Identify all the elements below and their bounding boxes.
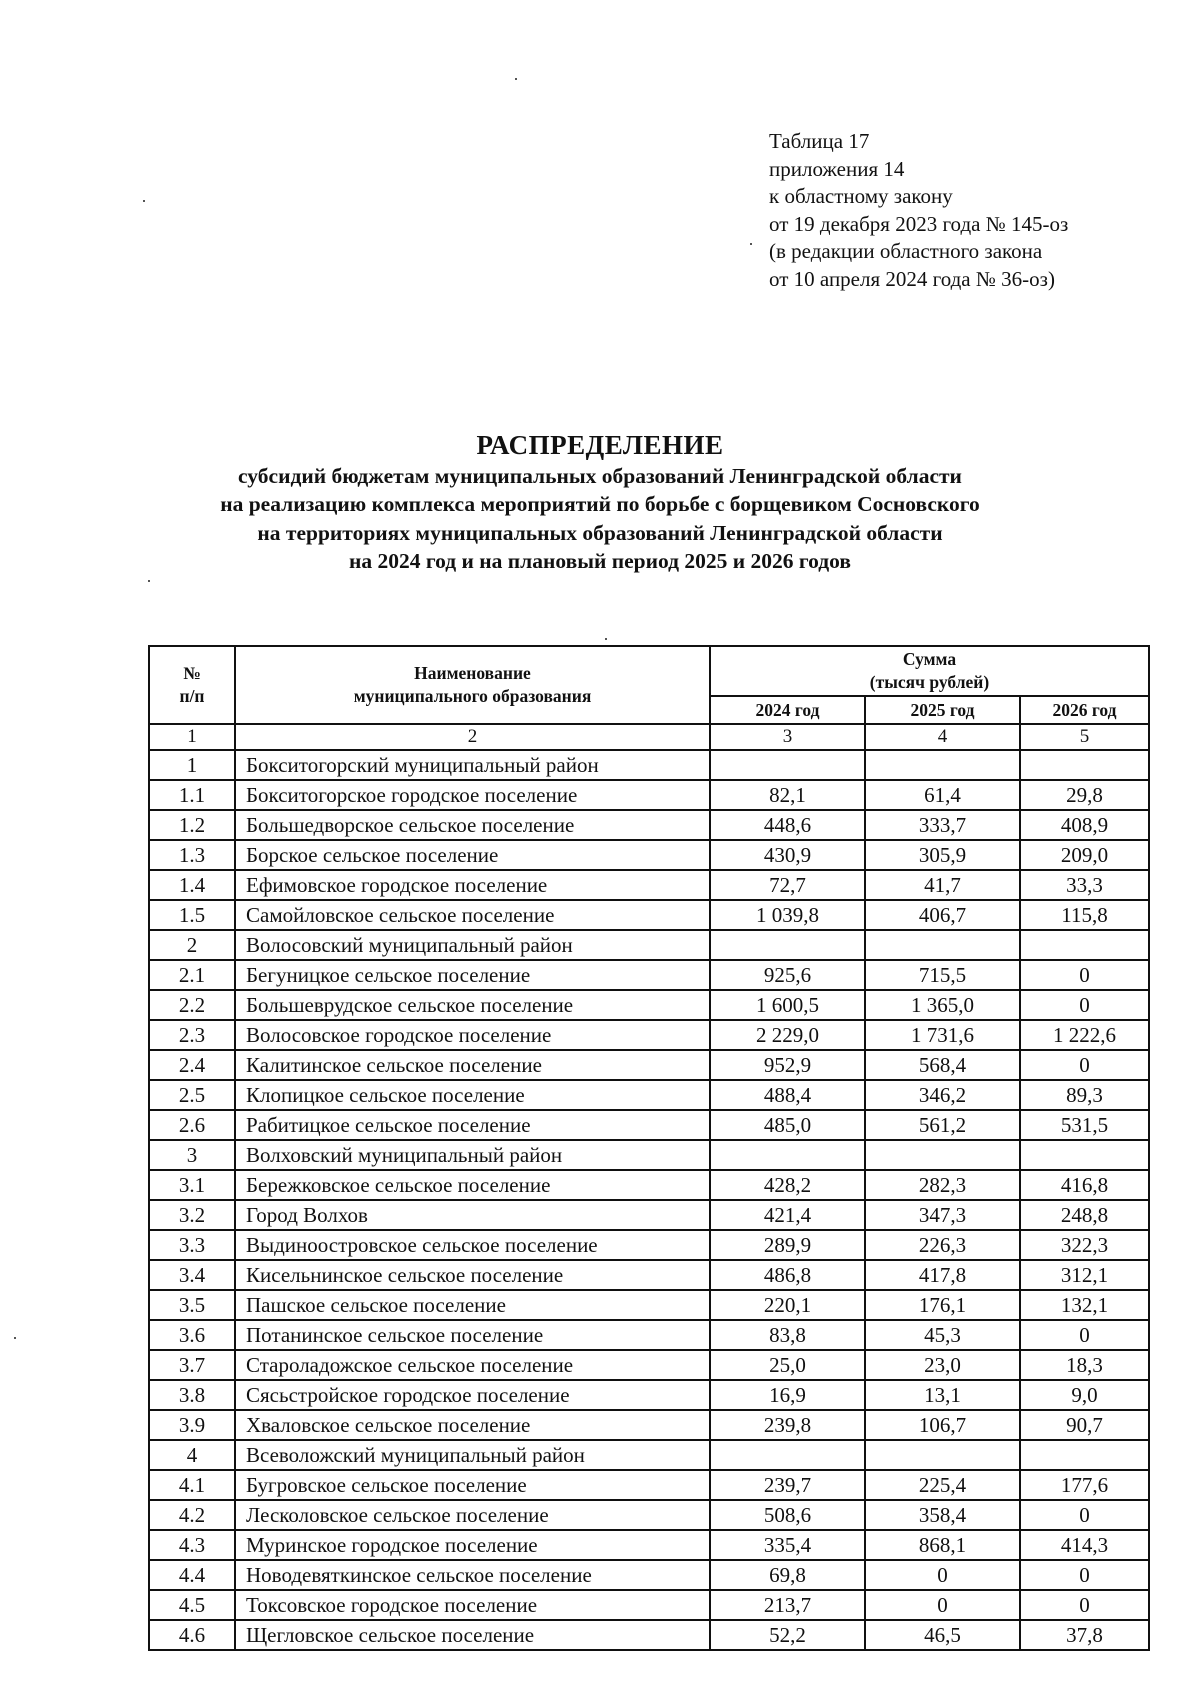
row-name: Щегловское сельское поселение — [235, 1620, 710, 1650]
col-header-number-line: п/п — [179, 686, 205, 706]
row-value-2025 — [865, 930, 1020, 960]
row-name: Бережковское сельское поселение — [235, 1170, 710, 1200]
row-value-2026 — [1020, 1440, 1149, 1470]
col-header-name-line: муниципального образования — [353, 686, 592, 706]
table-row — [149, 840, 1149, 870]
table-row — [149, 1140, 1149, 1170]
row-value-2024: 428,2 — [710, 1170, 865, 1200]
header-line: от 19 декабря 2023 года № 145-оз — [769, 211, 1069, 236]
row-value-2025: 0 — [865, 1560, 1020, 1590]
row-name: Бокситогорский муниципальный район — [235, 750, 710, 780]
table-row — [149, 1560, 1149, 1590]
table-row — [149, 780, 1149, 810]
row-value-2026: 115,8 — [1020, 900, 1149, 930]
row-value-2026: 132,1 — [1020, 1290, 1149, 1320]
row-name: Всеволожский муниципальный район — [235, 1440, 710, 1470]
row-number: 2.5 — [149, 1080, 235, 1110]
table-row — [149, 1170, 1149, 1200]
row-value-2024: 1 039,8 — [710, 900, 865, 930]
row-value-2025: 225,4 — [865, 1470, 1020, 1500]
scan-speck — [14, 1337, 16, 1339]
col-header-year: 2025 год — [865, 696, 1020, 724]
row-value-2024: 508,6 — [710, 1500, 865, 1530]
row-value-2025: 61,4 — [865, 780, 1020, 810]
table-row — [149, 1080, 1149, 1110]
row-value-2026: 322,3 — [1020, 1230, 1149, 1260]
row-value-2024: 72,7 — [710, 870, 865, 900]
row-value-2024: 83,8 — [710, 1320, 865, 1350]
row-name: Самойловское сельское поселение — [235, 900, 710, 930]
row-number: 1.5 — [149, 900, 235, 930]
table-row — [149, 870, 1149, 900]
table-row — [149, 1260, 1149, 1290]
row-number: 1.4 — [149, 870, 235, 900]
col-header-number — [149, 646, 235, 724]
row-value-2025: 347,3 — [865, 1200, 1020, 1230]
row-number: 3.9 — [149, 1410, 235, 1440]
row-number: 3.1 — [149, 1170, 235, 1200]
row-value-2026: 312,1 — [1020, 1260, 1149, 1290]
row-value-2026: 531,5 — [1020, 1110, 1149, 1140]
row-number: 2.1 — [149, 960, 235, 990]
row-value-2024 — [710, 1140, 865, 1170]
title-main: РАСПРЕДЕЛЕНИЕ — [476, 430, 724, 460]
table-row — [149, 1110, 1149, 1140]
row-value-2025: 868,1 — [865, 1530, 1020, 1560]
row-value-2026: 248,8 — [1020, 1200, 1149, 1230]
col-header-year: 2026 год — [1020, 696, 1149, 724]
row-value-2026: 90,7 — [1020, 1410, 1149, 1440]
col-number-label: 4 — [865, 724, 1020, 750]
table-row — [149, 1500, 1149, 1530]
row-value-2025: 1 731,6 — [865, 1020, 1020, 1050]
document-reference-header — [769, 128, 1068, 294]
row-number: 3.5 — [149, 1290, 235, 1320]
col-header-name-line: Наименование — [414, 663, 531, 683]
row-number: 1.3 — [149, 840, 235, 870]
row-name: Волосовское городское поселение — [235, 1020, 710, 1050]
row-value-2024: 448,6 — [710, 810, 865, 840]
row-value-2026: 29,8 — [1020, 780, 1149, 810]
row-name: Новодевяткинское сельское поселение — [235, 1560, 710, 1590]
row-number: 3.8 — [149, 1380, 235, 1410]
row-number: 2.2 — [149, 990, 235, 1020]
table-row — [149, 750, 1149, 780]
row-name: Ефимовское городское поселение — [235, 870, 710, 900]
row-number: 2 — [149, 930, 235, 960]
row-value-2026: 0 — [1020, 1560, 1149, 1590]
row-value-2026: 9,0 — [1020, 1380, 1149, 1410]
row-value-2025: 305,9 — [865, 840, 1020, 870]
row-value-2024: 16,9 — [710, 1380, 865, 1410]
row-value-2025 — [865, 750, 1020, 780]
row-number: 4.2 — [149, 1500, 235, 1530]
row-value-2025: 226,3 — [865, 1230, 1020, 1260]
row-number: 3.2 — [149, 1200, 235, 1230]
row-value-2026: 1 222,6 — [1020, 1020, 1149, 1050]
row-name: Староладожское сельское поселение — [235, 1350, 710, 1380]
row-name: Большеврудское сельское поселение — [235, 990, 710, 1020]
row-name: Борское сельское поселение — [235, 840, 710, 870]
row-number: 1.1 — [149, 780, 235, 810]
row-name: Клопицкое сельское поселение — [235, 1080, 710, 1110]
row-value-2024: 239,8 — [710, 1410, 865, 1440]
row-value-2025: 417,8 — [865, 1260, 1020, 1290]
row-value-2026: 0 — [1020, 1050, 1149, 1080]
row-name: Хваловское сельское поселение — [235, 1410, 710, 1440]
row-number: 1 — [149, 750, 235, 780]
row-value-2026: 0 — [1020, 990, 1149, 1020]
row-value-2025: 346,2 — [865, 1080, 1020, 1110]
col-header-year: 2024 год — [710, 696, 865, 724]
row-value-2026 — [1020, 930, 1149, 960]
row-value-2024 — [710, 930, 865, 960]
row-name: Волосовский муниципальный район — [235, 930, 710, 960]
row-value-2024: 52,2 — [710, 1620, 865, 1650]
row-number: 1.2 — [149, 810, 235, 840]
row-value-2024: 925,6 — [710, 960, 865, 990]
table-row — [149, 1020, 1149, 1050]
row-name: Пашское сельское поселение — [235, 1290, 710, 1320]
row-name: Калитинское сельское поселение — [235, 1050, 710, 1080]
col-number-label: 3 — [710, 724, 865, 750]
row-name: Лесколовское сельское поселение — [235, 1500, 710, 1530]
row-value-2024: 488,4 — [710, 1080, 865, 1110]
row-name: Рабитицкое сельское поселение — [235, 1110, 710, 1140]
scan-speck — [750, 243, 752, 245]
row-number: 3.7 — [149, 1350, 235, 1380]
row-value-2025: 358,4 — [865, 1500, 1020, 1530]
table-row — [149, 1230, 1149, 1260]
table-row — [149, 1050, 1149, 1080]
row-name: Муринское городское поселение — [235, 1530, 710, 1560]
table-row — [149, 900, 1149, 930]
row-number: 2.4 — [149, 1050, 235, 1080]
row-value-2024: 952,9 — [710, 1050, 865, 1080]
row-value-2025: 176,1 — [865, 1290, 1020, 1320]
row-value-2024: 485,0 — [710, 1110, 865, 1140]
row-value-2024: 1 600,5 — [710, 990, 865, 1020]
row-value-2025: 0 — [865, 1590, 1020, 1620]
row-value-2024 — [710, 750, 865, 780]
row-number: 3.4 — [149, 1260, 235, 1290]
row-value-2026: 209,0 — [1020, 840, 1149, 870]
scan-speck — [143, 200, 145, 202]
col-header-number-line: № — [183, 663, 201, 683]
row-name: Город Волхов — [235, 1200, 710, 1230]
row-value-2025: 333,7 — [865, 810, 1020, 840]
title-subline: на реализацию комплекса мероприятий по борьбе с борщевиком Сосновского — [220, 492, 980, 517]
header-line: приложения 14 — [769, 156, 905, 181]
row-value-2025 — [865, 1140, 1020, 1170]
table-row — [149, 1380, 1149, 1410]
row-value-2025: 1 365,0 — [865, 990, 1020, 1020]
row-number: 3 — [149, 1140, 235, 1170]
row-value-2024: 430,9 — [710, 840, 865, 870]
row-name: Бегуницкое сельское поселение — [235, 960, 710, 990]
row-value-2026 — [1020, 750, 1149, 780]
row-value-2024: 220,1 — [710, 1290, 865, 1320]
table-row — [149, 1350, 1149, 1380]
table-row — [149, 1440, 1149, 1470]
scan-speck — [148, 580, 150, 582]
row-number: 2.3 — [149, 1020, 235, 1050]
row-value-2024: 486,8 — [710, 1260, 865, 1290]
row-value-2024: 69,8 — [710, 1560, 865, 1590]
row-number: 2.6 — [149, 1110, 235, 1140]
row-value-2025: 106,7 — [865, 1410, 1020, 1440]
row-value-2026: 0 — [1020, 1500, 1149, 1530]
table-row — [149, 960, 1149, 990]
col-header-name — [235, 646, 710, 724]
row-value-2025: 46,5 — [865, 1620, 1020, 1650]
header-line: к областному закону — [769, 184, 953, 209]
table-row — [149, 930, 1149, 960]
header-line: Таблица 17 — [769, 129, 870, 153]
col-number-label: 5 — [1020, 724, 1149, 750]
row-value-2024: 335,4 — [710, 1530, 865, 1560]
row-number: 4.5 — [149, 1590, 235, 1620]
col-header-sum-line: Сумма — [902, 649, 957, 669]
table-row — [149, 1290, 1149, 1320]
scan-speck — [515, 78, 517, 80]
row-value-2025: 568,4 — [865, 1050, 1020, 1080]
header-line: от 10 апреля 2024 года № 36-оз) — [769, 266, 1055, 291]
row-value-2026: 177,6 — [1020, 1470, 1149, 1500]
header-line: (в редакции областного закона — [769, 239, 1043, 264]
row-number: 3.3 — [149, 1230, 235, 1260]
row-name: Кисельнинское сельское поселение — [235, 1260, 710, 1290]
row-value-2026: 33,3 — [1020, 870, 1149, 900]
row-name: Выдиноостровское сельское поселение — [235, 1230, 710, 1260]
document-title — [0, 428, 1200, 576]
row-value-2024: 289,9 — [710, 1230, 865, 1260]
row-value-2026: 89,3 — [1020, 1080, 1149, 1110]
row-value-2026: 408,9 — [1020, 810, 1149, 840]
row-value-2025: 41,7 — [865, 870, 1020, 900]
row-value-2024: 421,4 — [710, 1200, 865, 1230]
table-row — [149, 1530, 1149, 1560]
row-value-2024: 2 229,0 — [710, 1020, 865, 1050]
row-number: 4.4 — [149, 1560, 235, 1590]
row-value-2024: 25,0 — [710, 1350, 865, 1380]
scan-speck — [605, 638, 607, 640]
row-name: Бокситогорское городское поселение — [235, 780, 710, 810]
row-value-2025: 13,1 — [865, 1380, 1020, 1410]
row-number: 4.1 — [149, 1470, 235, 1500]
row-number: 4.6 — [149, 1620, 235, 1650]
row-value-2025: 23,0 — [865, 1350, 1020, 1380]
table-row — [149, 1590, 1149, 1620]
table-row — [149, 1620, 1149, 1650]
row-value-2025: 715,5 — [865, 960, 1020, 990]
row-value-2025: 406,7 — [865, 900, 1020, 930]
table-row — [149, 1200, 1149, 1230]
table-row — [149, 1320, 1149, 1350]
row-value-2026: 0 — [1020, 1320, 1149, 1350]
row-value-2025: 282,3 — [865, 1170, 1020, 1200]
row-number: 3.6 — [149, 1320, 235, 1350]
col-header-sum — [710, 646, 1149, 696]
row-name: Бугровское сельское поселение — [235, 1470, 710, 1500]
row-name: Волховский муниципальный район — [235, 1140, 710, 1170]
title-subline: на территориях муниципальных образований Ленинградской области — [257, 520, 943, 545]
row-value-2024 — [710, 1440, 865, 1470]
col-header-sum-line: (тысяч рублей) — [869, 672, 990, 692]
table-row — [149, 1470, 1149, 1500]
row-value-2024: 82,1 — [710, 780, 865, 810]
row-name: Токсовское городское поселение — [235, 1590, 710, 1620]
table-row — [149, 1410, 1149, 1440]
row-name: Потанинское сельское поселение — [235, 1320, 710, 1350]
row-value-2025: 45,3 — [865, 1320, 1020, 1350]
row-number: 4.3 — [149, 1530, 235, 1560]
row-value-2026 — [1020, 1140, 1149, 1170]
col-number-label: 2 — [235, 724, 710, 750]
distribution-table — [148, 645, 1150, 1651]
row-name: Большедворское сельское поселение — [235, 810, 710, 840]
row-value-2025: 561,2 — [865, 1110, 1020, 1140]
row-value-2026: 414,3 — [1020, 1530, 1149, 1560]
col-number-label: 1 — [149, 724, 235, 750]
title-subline: на 2024 год и на плановый период 2025 и 2026 годов — [349, 549, 851, 574]
table-row — [149, 810, 1149, 840]
row-value-2026: 416,8 — [1020, 1170, 1149, 1200]
row-value-2024: 239,7 — [710, 1470, 865, 1500]
row-value-2026: 0 — [1020, 960, 1149, 990]
row-value-2025 — [865, 1440, 1020, 1470]
table-row — [149, 990, 1149, 1020]
row-value-2026: 0 — [1020, 1590, 1149, 1620]
table-body — [149, 750, 1149, 1650]
row-name: Сясьстройское городское поселение — [235, 1380, 710, 1410]
title-subline: субсидий бюджетам муниципальных образований Ленинградской области — [238, 464, 962, 488]
row-value-2026: 18,3 — [1020, 1350, 1149, 1380]
row-number: 4 — [149, 1440, 235, 1470]
row-value-2026: 37,8 — [1020, 1620, 1149, 1650]
row-value-2024: 213,7 — [710, 1590, 865, 1620]
